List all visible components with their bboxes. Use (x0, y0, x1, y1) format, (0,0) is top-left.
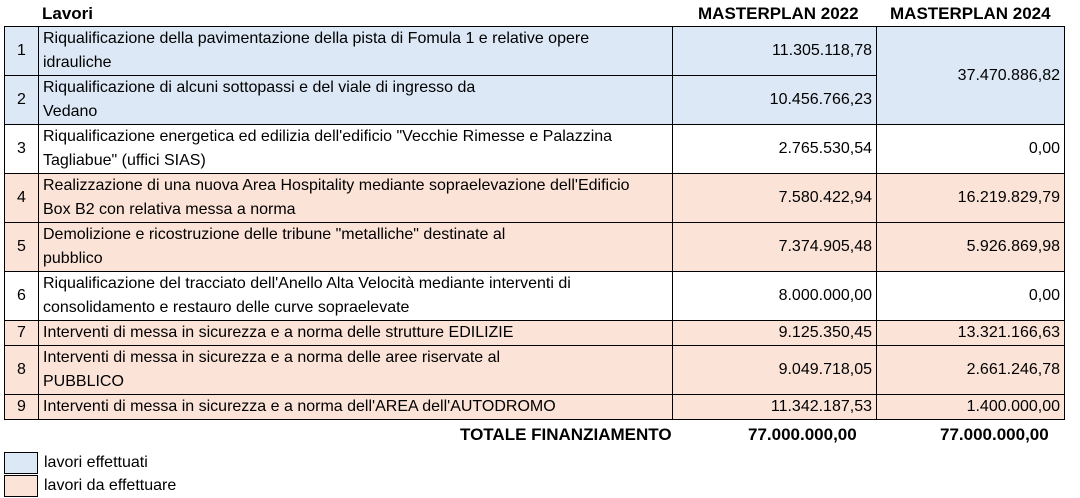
row-description: Interventi di messa in sicurezza e a norma delle aree riservate al PUBBLICO (39, 346, 673, 395)
header-lavori: Lavori (42, 4, 94, 23)
value-2022: 7.580.422,94 (673, 174, 877, 223)
value-2022: 2.765.530,54 (673, 125, 877, 174)
legend-swatch-blue (4, 452, 38, 474)
value-2022: 11.305.118,78 (673, 27, 877, 76)
row-description: Interventi di messa in sicurezza e a norma delle strutture EDILIZIE (39, 321, 673, 346)
table-row (5, 125, 1065, 174)
value-2022: 9.049.718,05 (673, 346, 877, 395)
row-number: 1 (5, 27, 39, 76)
legend-todo-label: lavori da effettuare (44, 477, 177, 495)
total-2024: 77.000.000,00 (940, 425, 1049, 444)
table-row (5, 27, 1065, 76)
works-table (4, 26, 1065, 420)
row-number: 9 (5, 395, 39, 420)
row-number: 4 (5, 174, 39, 223)
value-2024: 16.219.829,79 (877, 174, 1065, 223)
row-description: Riqualificazione energetica ed edilizia dell'edificio "Vecchie Rimesse e Palazzina Tagliabue" (uffici SIAS) (39, 125, 673, 174)
value-2022: 9.125.350,45 (673, 321, 877, 346)
value-2022: 7.374.905,48 (673, 223, 877, 272)
header-masterplan-2022: MASTERPLAN 2022 (698, 4, 859, 23)
row-number: 3 (5, 125, 39, 174)
header-masterplan-2024: MASTERPLAN 2024 (890, 4, 1051, 23)
legend-swatch-pink (4, 475, 38, 497)
table-row (5, 346, 1065, 395)
value-2024: 5.926.869,98 (877, 223, 1065, 272)
row-description: Riqualificazione della pavimentazione della pista di Fomula 1 e relative opere idrauliche (39, 27, 673, 76)
row-description: Demolizione e ricostruzione delle tribune "metalliche" destinate al pubblico (39, 223, 673, 272)
row-description: Interventi di messa in sicurezza e a norma dell'AREA dell'AUTODROMO (39, 395, 673, 420)
row-number: 5 (5, 223, 39, 272)
table-row (5, 321, 1065, 346)
legend-done (4, 452, 148, 474)
table-row (5, 272, 1065, 321)
total-2022: 77.000.000,00 (748, 425, 857, 444)
value-2022: 11.342.187,53 (673, 395, 877, 420)
legend-done-label: lavori effettuati (44, 454, 148, 472)
value-2024-merged: 37.470.886,82 (877, 27, 1065, 125)
row-number: 7 (5, 321, 39, 346)
row-number: 2 (5, 76, 39, 125)
value-2024: 13.321.166,63 (877, 321, 1065, 346)
total-label: TOTALE FINANZIAMENTO (460, 425, 672, 444)
value-2024: 2.661.246,78 (877, 346, 1065, 395)
table-row (5, 174, 1065, 223)
value-2024: 0,00 (877, 125, 1065, 174)
legend-todo (4, 475, 176, 497)
table-row (5, 223, 1065, 272)
row-description: Realizzazione di una nuova Area Hospitality mediante sopraelevazione dell'Edificio Box B2 con relativa messa a norma (39, 174, 673, 223)
value-2024: 1.400.000,00 (877, 395, 1065, 420)
row-number: 6 (5, 272, 39, 321)
table-row (5, 395, 1065, 420)
value-2022: 10.456.766,23 (673, 76, 877, 125)
value-2024: 0,00 (877, 272, 1065, 321)
row-description: Riqualificazione del tracciato dell'Anello Alta Velocità mediante interventi di consolidamento e restauro delle curve sopraelevate (39, 272, 673, 321)
row-number: 8 (5, 346, 39, 395)
value-2022: 8.000.000,00 (673, 272, 877, 321)
row-description: Riqualificazione di alcuni sottopassi e del viale di ingresso da Vedano (39, 76, 673, 125)
